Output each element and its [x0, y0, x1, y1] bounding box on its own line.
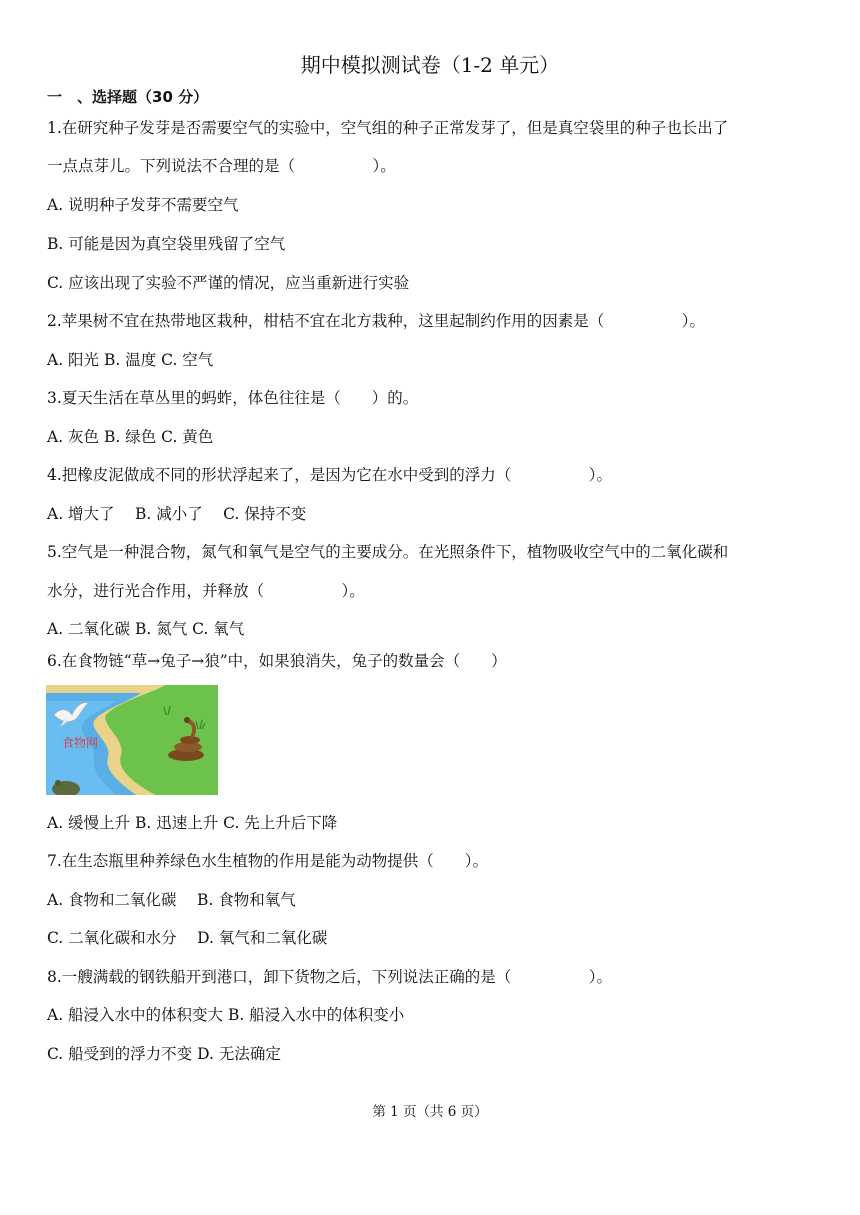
- question-1-stem-line-2: 一点点芽儿。下列说法不合理的是（ ）。: [47, 157, 396, 175]
- question-2-options: A. 阳光 B. 温度 C. 空气: [47, 351, 214, 369]
- food-web-caption: 食物网: [62, 736, 99, 750]
- question-3-stem: 3.夏天生活在草丛里的蚂蚱，体色往往是（ ）的。: [47, 389, 419, 407]
- question-8-options-line-1: A. 船浸入水中的体积变大 B. 船浸入水中的体积变小: [47, 1006, 405, 1024]
- question-3-options: A. 灰色 B. 绿色 C. 黄色: [47, 428, 214, 446]
- question-5-options: A. 二氧化碳 B. 氮气 C. 氧气: [47, 620, 245, 638]
- question-1-option-c: C. 应该出现了实验不严谨的情况，应当重新进行实验: [47, 274, 410, 292]
- question-8-options-line-2: C. 船受到的浮力不变 D. 无法确定: [47, 1045, 281, 1063]
- question-6-options: A. 缓慢上升 B. 迅速上升 C. 先上升后下降: [47, 814, 338, 832]
- question-4-options: A. 增大了 B. 减小了 C. 保持不变: [47, 505, 307, 523]
- question-2-stem: 2.苹果树不宜在热带地区栽种，柑桔不宜在北方栽种，这里起制约作用的因素是（ ）。: [47, 312, 706, 330]
- question-6-stem: 6.在食物链“草→兔子→狼”中，如果狼消失，兔子的数量会（ ）: [47, 652, 507, 670]
- question-7-options-line-1: A. 食物和二氧化碳 B. 食物和氧气: [47, 891, 296, 909]
- food-web-illustration: [46, 685, 218, 795]
- question-7-stem: 7.在生态瓶里种养绿色水生植物的作用是能为动物提供（ ）。: [47, 852, 489, 870]
- question-4-stem: 4.把橡皮泥做成不同的形状浮起来了，是因为它在水中受到的浮力（ ）。: [47, 466, 613, 484]
- question-7-options-line-2: C. 二氧化碳和水分 D. 氧气和二氧化碳: [47, 929, 328, 947]
- question-1-option-a: A. 说明种子发芽不需要空气: [47, 196, 239, 214]
- question-1-option-b: B. 可能是因为真空袋里残留了空气: [47, 235, 286, 253]
- section-heading: 一 、选择题（30 分）: [47, 88, 209, 106]
- question-1-stem-line-1: 1.在研究种子发芽是否需要空气的实验中，空气组的种子正常发芽了，但是真空袋里的种子也长出了: [47, 119, 729, 137]
- page-footer: 第 1 页（共 6 页）: [372, 1104, 488, 1120]
- page-title: 期中模拟测试卷（1-2 单元）: [300, 53, 560, 77]
- question-5-stem-line-1: 5.空气是一种混合物，氮气和氧气是空气的主要成分。在光照条件下，植物吸收空气中的二氧化碳和: [47, 543, 729, 561]
- question-5-stem-line-2: 水分，进行光合作用，并释放（ ）。: [47, 582, 365, 600]
- question-8-stem: 8.一艘满载的钢铁船开到港口，卸下货物之后，下列说法正确的是（ ）。: [47, 968, 613, 986]
